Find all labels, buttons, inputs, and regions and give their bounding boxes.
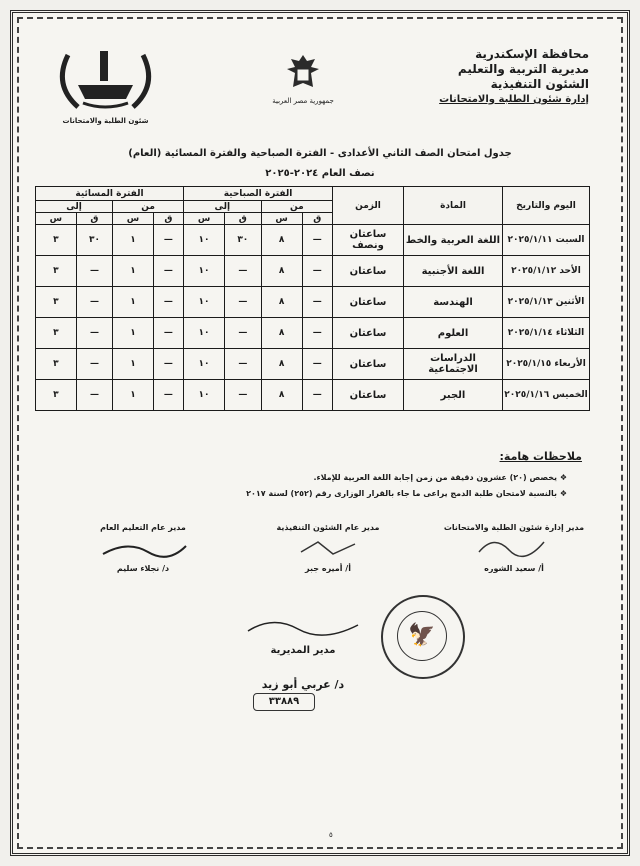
col-header-from: من xyxy=(261,201,332,213)
cell-day: الأحد ٢٠٢٥/١/١٢ xyxy=(503,256,590,287)
table-row xyxy=(36,256,590,287)
signatory-name: أ/ سعيد الشوره xyxy=(484,564,544,573)
cell-evening-from-s: ١ xyxy=(113,225,154,256)
signature-block-director xyxy=(228,613,378,691)
cell-morning-to-q: ٣٠ xyxy=(225,225,262,256)
cell-day: الثلاثاء ٢٠٢٥/١/١٤ xyxy=(503,318,590,349)
col-header-q: ق xyxy=(225,213,262,225)
cell-evening-from-q: — xyxy=(153,256,183,287)
schedule-subtitle: نصف العام ٢٠٢٤-٢٠٢٥ xyxy=(265,168,375,179)
signature-block-general-education xyxy=(73,523,213,573)
cell-subject: الهندسة xyxy=(404,287,503,318)
cell-day: الخميس ٢٠٢٥/١/١٦ xyxy=(503,380,590,411)
cell-duration: ساعتان xyxy=(333,380,404,411)
col-header-q: ق xyxy=(76,213,112,225)
col-header-to: إلى xyxy=(36,201,113,213)
cell-morning-from-s: ٨ xyxy=(261,225,302,256)
cell-evening-to-q: — xyxy=(76,349,112,380)
cell-evening-to-s: ٣ xyxy=(36,256,77,287)
note-item: ❖ بالنسبة لامتحان طلبة الدمج يراعى ما جاء بالقرار الوزارى رقم (٢٥٢) لسنة ٢٠١٧ xyxy=(246,489,567,498)
cell-subject: اللغة الأجنبية xyxy=(404,256,503,287)
table-row xyxy=(36,225,590,256)
cell-duration: ساعتان ونصف xyxy=(333,225,404,256)
cell-evening-to-s: ٣ xyxy=(36,380,77,411)
egypt-emblem xyxy=(263,53,343,105)
schedule-title: جدول امتحان الصف الثاني الأعدادى - الفترة الصباحية والفترة المسائية (العام) xyxy=(128,148,512,159)
col-header-morning: الفترة الصباحية xyxy=(184,187,333,201)
table-row xyxy=(36,318,590,349)
col-header-day: اليوم والتاريخ xyxy=(503,187,590,225)
cell-morning-to-q: — xyxy=(225,256,262,287)
cell-morning-to-s: ١٠ xyxy=(184,349,225,380)
cell-subject: العلوم xyxy=(404,318,503,349)
cell-morning-from-q: — xyxy=(302,349,332,380)
cell-evening-from-q: — xyxy=(153,380,183,411)
cell-morning-from-s: ٨ xyxy=(261,318,302,349)
col-header-s: س xyxy=(261,213,302,225)
emblem-caption: جمهورية مصر العربية xyxy=(272,97,334,105)
table-row xyxy=(36,349,590,380)
cell-evening-to-q: — xyxy=(76,256,112,287)
cell-evening-from-s: ١ xyxy=(113,287,154,318)
cell-morning-to-q: — xyxy=(225,349,262,380)
col-header-s: س xyxy=(113,213,154,225)
governorate-header xyxy=(439,47,589,107)
cell-day: السبت ٢٠٢٥/١/١١ xyxy=(503,225,590,256)
cell-duration: ساعتان xyxy=(333,287,404,318)
col-header-to: إلى xyxy=(184,201,262,213)
col-header-evening: الفترة المسائية xyxy=(36,187,184,201)
gov-line-1: محافظة الإسكندرية xyxy=(475,47,589,61)
cell-morning-to-s: ١٠ xyxy=(184,225,225,256)
seal-eagle-icon: 🦅 xyxy=(397,611,447,661)
exam-schedule-table xyxy=(35,186,590,411)
signatory-name: د/ نجلاء سليم xyxy=(116,564,170,573)
cell-morning-to-s: ١٠ xyxy=(184,318,225,349)
cell-evening-to-q: — xyxy=(76,318,112,349)
col-header-subject: المادة xyxy=(404,187,503,225)
cell-morning-from-q: — xyxy=(302,225,332,256)
col-header-s: س xyxy=(36,213,77,225)
cell-evening-from-s: ١ xyxy=(113,256,154,287)
cell-morning-from-s: ٨ xyxy=(261,380,302,411)
cell-evening-to-q: ٣٠ xyxy=(76,225,112,256)
serial-number: ٣٣٨٨٩ xyxy=(253,693,315,711)
exams-affairs-logo xyxy=(48,45,163,125)
col-header-q: ق xyxy=(153,213,183,225)
cell-morning-from-s: ٨ xyxy=(261,287,302,318)
cell-morning-to-q: — xyxy=(225,318,262,349)
handwritten-signature xyxy=(474,532,554,562)
cell-morning-to-s: ١٠ xyxy=(184,256,225,287)
cell-subject: الجبر xyxy=(404,380,503,411)
handwritten-signature xyxy=(293,532,363,562)
signature-title: مدير عام التعليم العام xyxy=(100,523,186,532)
col-header-s: س xyxy=(184,213,225,225)
cell-morning-to-q: — xyxy=(225,287,262,318)
cell-subject: اللغة العربية والخط xyxy=(404,225,503,256)
col-header-duration: الزمن xyxy=(333,187,404,225)
cell-evening-to-s: ٣ xyxy=(36,287,77,318)
notes-heading: ملاحظات هامة: xyxy=(499,450,582,463)
handwritten-signature xyxy=(243,613,363,643)
signatory-name: د/ عربي أبو زيد xyxy=(261,678,345,691)
cell-day: الأربعاء ٢٠٢٥/١/١٥ xyxy=(503,349,590,380)
cell-evening-from-s: ١ xyxy=(113,349,154,380)
eagle-icon xyxy=(285,53,321,93)
ship-wreath-icon xyxy=(48,45,163,115)
cell-subject: الدراسات الاجتماعية xyxy=(404,349,503,380)
signature-title: مدير إدارة شئون الطلبة والامتحانات xyxy=(443,523,585,532)
cell-duration: ساعتان xyxy=(333,349,404,380)
gov-line-3: الشئون التنفيذية xyxy=(490,77,589,91)
handwritten-signature xyxy=(98,532,188,562)
cell-evening-from-q: — xyxy=(153,349,183,380)
cell-duration: ساعتان xyxy=(333,318,404,349)
notes-list xyxy=(246,470,567,502)
signature-block-executive-affairs xyxy=(258,523,398,573)
cell-evening-from-q: — xyxy=(153,225,183,256)
cell-evening-from-q: — xyxy=(153,318,183,349)
cell-evening-from-s: ١ xyxy=(113,380,154,411)
cell-duration: ساعتان xyxy=(333,256,404,287)
cell-morning-from-s: ٨ xyxy=(261,349,302,380)
official-seal xyxy=(381,595,465,679)
logo-caption: شئون الطلبة والامتحانات xyxy=(62,117,149,125)
cell-morning-from-s: ٨ xyxy=(261,256,302,287)
cell-evening-to-q: — xyxy=(76,287,112,318)
cell-evening-to-q: — xyxy=(76,380,112,411)
cell-day: الأثنين ٢٠٢٥/١/١٣ xyxy=(503,287,590,318)
cell-morning-from-q: — xyxy=(302,380,332,411)
note-item: ❖ يخصص (٢٠) عشرون دقيقة من زمن إجابة اللغة العربية للإملاء. xyxy=(313,473,567,482)
document-page xyxy=(10,10,630,856)
cell-evening-to-s: ٣ xyxy=(36,349,77,380)
col-header-q: ق xyxy=(302,213,332,225)
table-row xyxy=(36,380,590,411)
signatory-name: أ/ أميره جبر xyxy=(305,564,351,573)
table-row xyxy=(36,287,590,318)
cell-evening-to-s: ٣ xyxy=(36,225,77,256)
signature-title: مدير المديرية xyxy=(270,645,336,656)
signature-block-students-affairs xyxy=(429,523,599,573)
cell-evening-from-s: ١ xyxy=(113,318,154,349)
cell-morning-from-q: — xyxy=(302,256,332,287)
cell-evening-from-q: — xyxy=(153,287,183,318)
signature-title: مدير عام الشئون التنفيذية xyxy=(276,523,380,532)
cell-evening-to-s: ٣ xyxy=(36,318,77,349)
cell-morning-to-s: ١٠ xyxy=(184,380,225,411)
gov-line-4: إدارة شئون الطلبة والامتحانات xyxy=(439,94,589,105)
gov-line-2: مديرية التربية والتعليم xyxy=(457,62,589,76)
cell-morning-from-q: — xyxy=(302,287,332,318)
cell-morning-from-q: — xyxy=(302,318,332,349)
col-header-from: من xyxy=(113,201,184,213)
cell-morning-to-q: — xyxy=(225,380,262,411)
page-number: ٥ xyxy=(329,831,333,839)
cell-morning-to-s: ١٠ xyxy=(184,287,225,318)
